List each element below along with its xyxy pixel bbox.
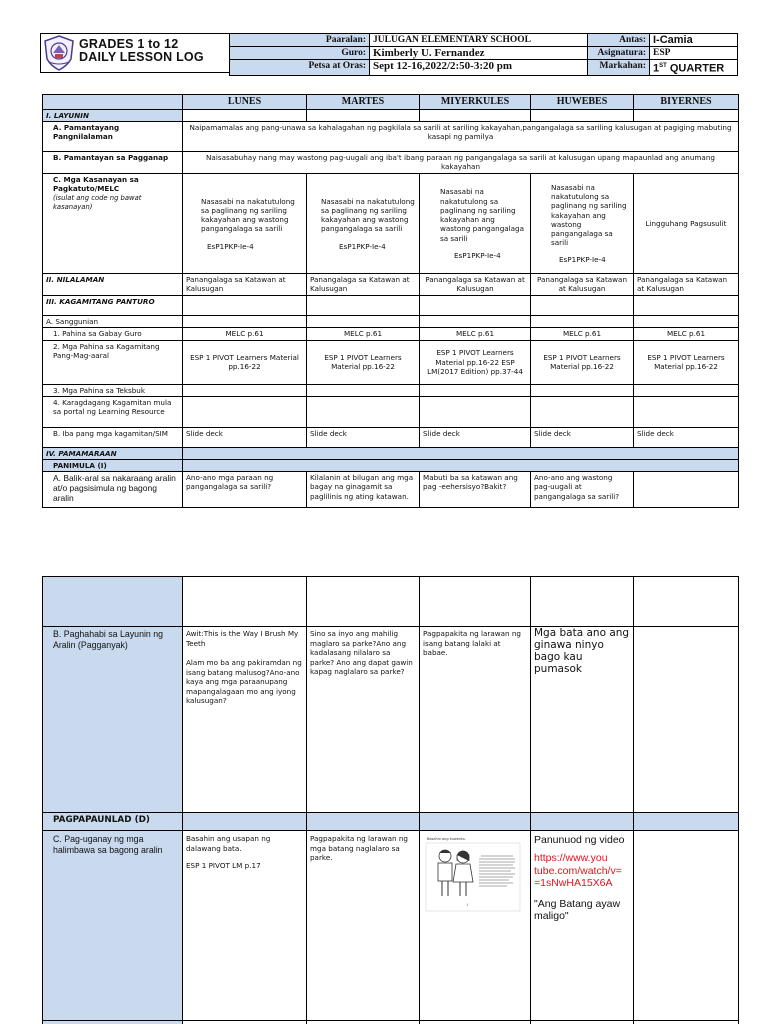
kagamitang-huwebes: ESP 1 PIVOT Learners Material pp.16-22 (531, 340, 634, 384)
karagdagang-row (43, 396, 739, 427)
guro-label: Guro: (230, 47, 370, 60)
nilalaman-martes: Panangalaga sa Katawan at Kalusugan (307, 274, 420, 296)
paghahabi-huwebes: Mga bata ano ang ginawa ninyo bago kau pumasok (531, 627, 634, 813)
paghahabi-label: B. Paghahabi sa Layunin ng Aralin (Pagganyak) (43, 627, 183, 813)
pamamaraan-row (43, 447, 739, 459)
balik-aral-label: A. Balik-aral sa nakaraang aralin at/o pagsisimula ng bagong aralin (43, 472, 183, 508)
gabay-biyernes: MELC p.61 (634, 328, 739, 340)
gabay-huwebes: MELC p.61 (531, 328, 634, 340)
teksbuk-label: 3. Mga Pahina sa Teksbuk (43, 384, 183, 396)
asignatura-value: ESP (650, 47, 738, 60)
petsa-label: Petsa at Oras: (230, 60, 370, 76)
balik-biyernes (634, 472, 739, 508)
sanggunian-label: A. Sanggunian (43, 316, 183, 328)
markahan-value: 1ST QUARTER (650, 60, 738, 76)
iba-row (43, 427, 739, 447)
gabay-label: 1. Pahina sa Gabay Guro (43, 328, 183, 340)
paghahabi-martes: Sino sa inyo ang mahilig maglaro sa parke?Ano ang kadalasang nilalaro sa parke? Ano ang dapat gawin kapag naglalaro sa parke? (307, 627, 420, 813)
paghahabi-lunes: Awit:This is the Way I Brush My Teeth Alam mo ba ang pakiramdan ng isang batang malusog?Ano-ano kaya ang mga paraanupang mapangalagaan mo ang iyong kalusugan? (183, 627, 307, 813)
guro-value: Kimberly U. Fernandez (370, 47, 588, 60)
iba-huwebes: Slide deck (531, 427, 634, 447)
day-header-row (43, 95, 739, 110)
panimula-label: PANIMULA (I) (43, 460, 183, 472)
sanggunian-row (43, 316, 739, 328)
nilalaman-label: II. NILALAMAN (43, 274, 183, 296)
paghahabi-row (43, 627, 739, 813)
pamantayang-text: Naipamamalas ang pang-unawa sa kahalagahan ng pagkilala sa sarili at sariling kakayahan,pangangalaga sa sariling kalusugan at pagiging mabuting kasapi ng pamilya (183, 122, 739, 152)
layunin-row (43, 110, 739, 122)
grades-title (79, 38, 229, 64)
kasanayan-huwebes: Nasasabi na nakatutulong sa paglinang ng sariling kakayahan ang wastong pangangalaga sa sarili EsP1PKP-Ie-4 (531, 174, 634, 274)
panimula-row (43, 460, 739, 472)
kasanayan-label (43, 174, 183, 274)
gabay-miyerkules: MELC p.61 (420, 328, 531, 340)
pagganap-text: Naisasabuhay nang may wastong pag-uugali ang iba't ibang paraan ng pangangalaga sa sarili at kalusugan upang mapaunlad ang anumang kakayahan (183, 152, 739, 174)
kagamitang-lunes: ESP 1 PIVOT Learners Material pp.16-22 (183, 340, 307, 384)
nilalaman-lunes: Panangalaga sa Katawan at Kalusugan (183, 274, 307, 296)
day-miyerkules: MIYERKULES (420, 95, 531, 110)
kasanayan-label-text: C. Mga Kasanayan sa Pagkatuto/MELC (53, 175, 139, 194)
svg-text:Basahin ang kuwento.: Basahin ang kuwento. (427, 837, 466, 841)
balik-miyerkules: Mabuti ba sa katawan ang pag -eehersisyo?Bakit? (420, 472, 531, 508)
gabay-lunes: MELC p.61 (183, 328, 307, 340)
next-row-partial (43, 1021, 739, 1024)
kasanayan-martes: Nasasabi na nakatutulong sa paglinang ng sariling kakayahan ang wastong pangangalaga sa sarili EsP1PKP-Ie-4 (307, 174, 420, 274)
paaralan-label: Paaralan: (230, 34, 370, 47)
pagpapaunlad-row (43, 813, 739, 831)
pagpapaunlad-label: PAGPAPAUNLAD (D) (43, 813, 183, 831)
kasanayan-biyernes: Lingguhang Pagsusulit (634, 174, 739, 274)
layunin-heading: I. LAYUNIN (43, 110, 183, 122)
kagamitan-label: III. KAGAMITANG PANTURO (43, 296, 183, 316)
iba-biyernes: Slide deck (634, 427, 739, 447)
antas-label: Antas: (588, 34, 650, 47)
nilalaman-miyerkules: Panangalaga sa Katawan at Kalusugan (420, 274, 531, 296)
paghahabi-biyernes (634, 627, 739, 813)
iba-miyerkules: Slide deck (420, 427, 531, 447)
day-lunes: LUNES (183, 95, 307, 110)
karagdagang-label: 4. Karagdagang Kagamitan mula sa portal ng Learning Resource (43, 396, 183, 427)
pag-uganay-martes: Pagpapakita ng larawan ng mga batang naglalaro sa parke. (307, 831, 420, 1021)
kagamitang-biyernes: ESP 1 PIVOT Learners Material pp.16-22 (634, 340, 739, 384)
pag-uganay-row (43, 831, 739, 1021)
balik-huwebes: Ano-ano ang wastong pag-uugali at pangangalaga sa sarili? (531, 472, 634, 508)
corner-cell (43, 95, 183, 110)
antas-value: I-Camia (650, 34, 738, 47)
pag-uganay-miyerkules (420, 831, 531, 1021)
lesson-log-table-continued (42, 576, 739, 1024)
day-huwebes: HUWEBES (531, 95, 634, 110)
petsa-value: Sept 12-16,2022/2:50-3:20 pm (370, 60, 588, 76)
kasanayan-miyerkules: Nasasabi na nakatutulong sa paglinang ng sariling kakayahan ang wastong pangangalaga sa sarili EsP1PKP-Ie-4 (420, 174, 531, 274)
gabay-martes: MELC p.61 (307, 328, 420, 340)
asignatura-label: Asignatura: (588, 47, 650, 60)
pagganap-label: B. Pamantayan sa Pagganap (43, 152, 183, 174)
pag-uganay-biyernes (634, 831, 739, 1021)
blank-top-row (43, 577, 739, 627)
kagamitang-label: 2. Mga Pahina sa Kagamitang Pang-Mag-aaral (43, 340, 183, 384)
pag-uganay-lunes: Basahin ang usapan ng dalawang bata. ESP 1 PIVOT LM p.17 (183, 831, 307, 1021)
paaralan-value: JULUGAN ELEMENTARY SCHOOL (370, 34, 588, 47)
pag-uganay-huwebes: Panunuod ng video https://www.you tube.com/watch/v= =1sNwHA15X6A "Ang Batang ayaw maligo" (531, 831, 634, 1021)
pagganap-row (43, 152, 739, 174)
balik-martes: Kilalanin at bilugan ang mga bagay na ginagamit sa paglilinis ng ating katawan. (307, 472, 420, 508)
pamamaraan-label: IV. PAMAMARAAN (43, 447, 183, 459)
lesson-log-table (42, 94, 739, 508)
kagamitan-row (43, 296, 739, 316)
iba-martes: Slide deck (307, 427, 420, 447)
header-info-table (229, 33, 738, 76)
paghahabi-miyerkules: Pagpapakita ng larawan ng isang batang lalaki at babae. (420, 627, 531, 813)
gabay-row (43, 328, 739, 340)
kagamitang-row (43, 340, 739, 384)
nilalaman-biyernes: Panangalaga sa Katawan at Kalusugan (634, 274, 739, 296)
day-biyernes: BIYERNES (634, 95, 739, 110)
pamantayang-label: A. Pamantayang Pangnilalaman (43, 122, 183, 152)
kasanayan-note: (isulat ang code ng bawat kasanayan) (53, 193, 142, 211)
two-children-reading-illustration (423, 834, 523, 914)
kasanayan-row (43, 174, 739, 274)
iba-label: B. Iba pang mga kagamitan/SIM (43, 427, 183, 447)
balik-aral-row (43, 472, 739, 508)
nilalaman-row (43, 274, 739, 296)
nilalaman-huwebes: Panangalaga sa Katawan at Kalusugan (531, 274, 634, 296)
pamantayang-row (43, 122, 739, 152)
iba-lunes: Slide deck (183, 427, 307, 447)
teksbuk-row (43, 384, 739, 396)
pag-uganay-label: C. Pag-uganay ng mga halimbawa sa bagong aralin (43, 831, 183, 1021)
kagamitang-martes: ESP 1 PIVOT Learners Material pp.16-22 (307, 340, 420, 384)
kasanayan-lunes: Nasasabi na nakatutulong sa paglinang ng sariling kakayahan ang wastong pangangalaga sa sarili EsP1PKP-Ie-4 (183, 174, 307, 274)
video-link[interactable]: https://www.you tube.com/watch/v= =1sNwHA15X6A (534, 852, 622, 889)
kagamitang-miyerkules: ESP 1 PIVOT Learners Material pp.16-22 ESP LM(2017 Edition) pp.37-44 (420, 340, 531, 384)
markahan-label: Markahan: (588, 60, 650, 76)
balik-lunes: Ano-ano mga paraan ng pangangalaga sa sarili? (183, 472, 307, 508)
deped-seal-icon (43, 35, 75, 71)
svg-text:ı: ı (467, 902, 469, 907)
title-line-1: GRADES 1 to 12 (79, 37, 179, 51)
title-line-2: DAILY LESSON LOG (79, 50, 204, 64)
day-martes: MARTES (307, 95, 420, 110)
